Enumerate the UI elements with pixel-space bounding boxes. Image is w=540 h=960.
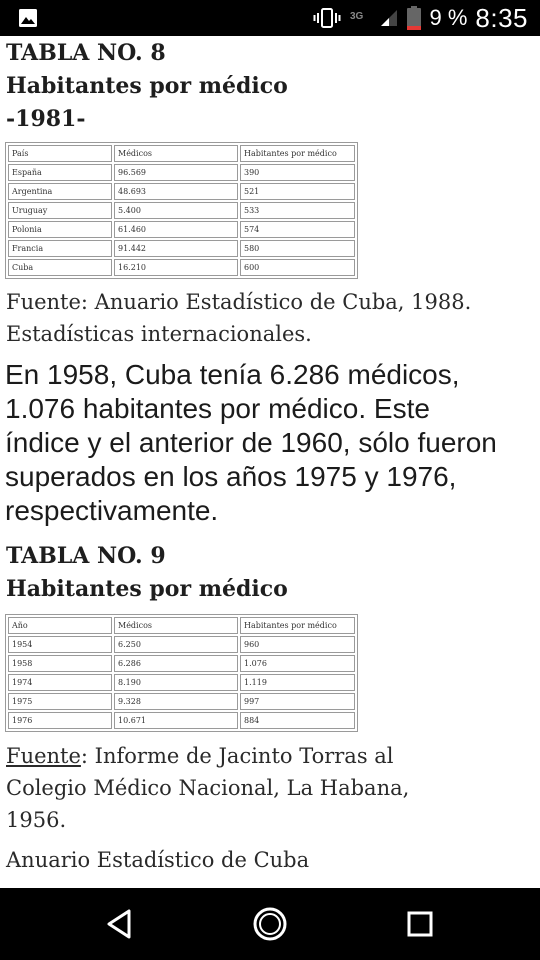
table-cell: 1958 (8, 655, 112, 672)
table-header-cell: Médicos (114, 617, 238, 634)
page-content (0, 36, 540, 888)
table-cell: 521 (240, 183, 355, 200)
battery-icon (407, 6, 421, 30)
battery-percent: 9 % (429, 5, 468, 30)
table-cell: 1974 (8, 674, 112, 691)
vibrate-icon (313, 7, 341, 29)
table-cell: 6.286 (114, 655, 238, 672)
table-row (8, 693, 355, 710)
table-header-row (8, 145, 355, 162)
table-header-cell: Habitantes por médico (240, 145, 355, 162)
table9-title: TABLA NO. 9 (6, 543, 166, 569)
table-cell: Uruguay (8, 202, 112, 219)
table9-subtitle: Habitantes por médico (6, 576, 288, 602)
gallery-icon (18, 8, 38, 28)
table-cell: 16.210 (114, 259, 238, 276)
status-bar (0, 0, 540, 36)
table-row (8, 240, 355, 257)
table-header-row (8, 617, 355, 634)
table-cell: 1975 (8, 693, 112, 710)
table-header-cell: Año (8, 617, 112, 634)
table-header-cell: País (8, 145, 112, 162)
table-row (8, 636, 355, 653)
home-icon[interactable] (252, 906, 288, 942)
table8 (5, 142, 358, 279)
table-cell: 1954 (8, 636, 112, 653)
table-row (8, 712, 355, 729)
body-paragraph: En 1958, Cuba tenía 6.286 médicos, 1.076 habitantes por médico. Este índice y el anterior de 1960, sólo fueron superados en los años 1975 y 1976, respectivamente. (5, 359, 497, 526)
table-cell: 390 (240, 164, 355, 181)
table-row (8, 674, 355, 691)
table-cell: 48.693 (114, 183, 238, 200)
table-cell: España (8, 164, 112, 181)
3g-icon (349, 7, 371, 29)
table-cell: 580 (240, 240, 355, 257)
back-icon[interactable] (102, 906, 138, 942)
table-row (8, 202, 355, 219)
table-cell: 10.671 (114, 712, 238, 729)
table-header-cell: Habitantes por médico (240, 617, 355, 634)
table-cell: 9.328 (114, 693, 238, 710)
table-cell: 533 (240, 202, 355, 219)
table-row (8, 259, 355, 276)
trailing-text: Anuario Estadístico de Cuba (6, 848, 310, 872)
table-row (8, 183, 355, 200)
table-header-cell: Médicos (114, 145, 238, 162)
table8-year: -1981- (6, 106, 86, 132)
table-cell: 8.190 (114, 674, 238, 691)
table9 (5, 614, 358, 732)
table8-title: TABLA NO. 8 (6, 40, 166, 66)
table-cell: 600 (240, 259, 355, 276)
table-cell: Argentina (8, 183, 112, 200)
table-cell: 5.400 (114, 202, 238, 219)
table-cell: 1976 (8, 712, 112, 729)
source-label: Fuente (6, 744, 81, 768)
table-row (8, 655, 355, 672)
table-cell: 6.250 (114, 636, 238, 653)
table9-source (6, 740, 446, 836)
table8-source: Fuente: Anuario Estadístico de Cuba, 1988. Estadísticas internacionales. (6, 290, 472, 346)
table-row (8, 221, 355, 238)
table8-subtitle: Habitantes por médico (6, 73, 288, 99)
table-cell: 61.460 (114, 221, 238, 238)
table-cell: 1.076 (240, 655, 355, 672)
table-cell: Cuba (8, 259, 112, 276)
table-cell: 574 (240, 221, 355, 238)
table-cell: Polonia (8, 221, 112, 238)
navigation-bar (0, 888, 540, 960)
table-row (8, 164, 355, 181)
table-cell: Francia (8, 240, 112, 257)
table-cell: 997 (240, 693, 355, 710)
table-cell: 96.569 (114, 164, 238, 181)
recents-icon[interactable] (402, 906, 438, 942)
table-cell: 960 (240, 636, 355, 653)
svg-text:3G: 3G (350, 11, 364, 22)
signal-icon (379, 8, 399, 28)
clock: 8:35 (475, 2, 528, 33)
source-text: : Informe de Jacinto Torras al Colegio Médico Nacional, La Habana, 1956. (6, 744, 410, 832)
table-cell: 884 (240, 712, 355, 729)
table-cell: 1.119 (240, 674, 355, 691)
table-cell: 91.442 (114, 240, 238, 257)
